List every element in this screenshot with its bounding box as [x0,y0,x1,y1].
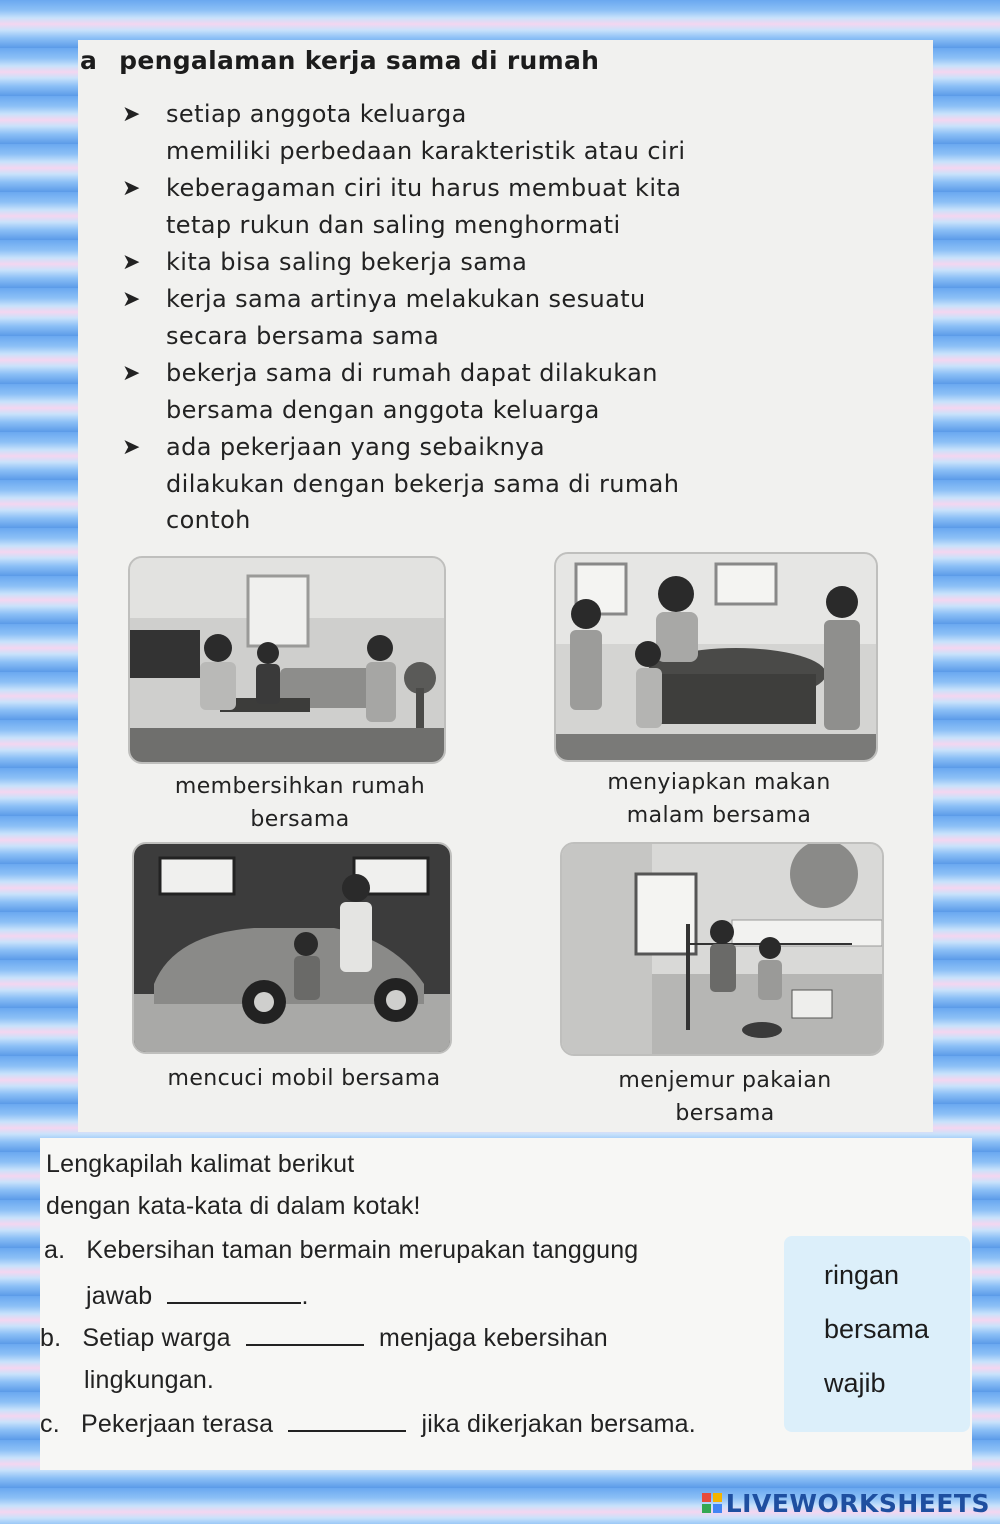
bullet-text: memiliki perbedaan karakteristik atau ciri [166,137,686,165]
caption-line: membersihkan rumah [174,774,426,799]
question-a [44,1236,638,1265]
arrow-bullet-icon: ➤ [122,176,141,201]
bullet-item [122,170,822,244]
bullet-text: keberagaman ciri itu harus membuat kita [166,174,682,202]
cleaning-house-picture [130,558,444,762]
bullet-item [122,281,822,355]
question-b-line2: lingkungan. [84,1366,215,1394]
bullet-text: setiap anggota keluarga [166,100,467,128]
word-option[interactable]: ringan [824,1260,900,1290]
logo-text: LIVEWORKSHEETS [725,1488,990,1518]
caption-line: menyiapkan makan [607,770,831,795]
question-text: . [301,1282,309,1310]
answer-blank-a[interactable] [167,1280,301,1304]
preparing-dinner-picture [556,554,876,760]
caption-line: bersama [675,1101,775,1126]
arrow-bullet-icon: ➤ [122,250,141,275]
drying-clothes-picture [562,844,882,1054]
illustration-drying-clothes [560,842,884,1056]
question-label: b. [40,1324,62,1352]
liveworksheets-logo[interactable] [702,1488,990,1518]
bullet-item [122,429,822,503]
section-title: pengalaman kerja sama di rumah [119,46,600,75]
bullet-text: ada pekerjaan yang sebaiknya [166,433,545,461]
bullet-text: bekerja sama di rumah dapat dilakukan [166,359,658,387]
illustration-washing-car [132,842,452,1054]
question-text: Setiap warga [82,1324,231,1352]
example-label: contoh [166,506,251,534]
bullet-list [122,96,822,503]
bullet-item [122,355,822,429]
logo-grid-icon [702,1493,722,1513]
bullet-text: dilakukan dengan bekerja sama di rumah [166,470,680,498]
caption-cleaning-house [128,770,472,836]
section-heading [80,46,599,75]
answer-blank-b[interactable] [246,1322,364,1346]
bullet-text: kerja sama artinya melakukan sesuatu [166,285,646,313]
question-b [40,1322,608,1353]
question-text: jika dikerjakan bersama. [421,1410,696,1438]
washing-car-picture [134,844,450,1052]
caption-drying-clothes [560,1064,890,1130]
arrow-bullet-icon: ➤ [122,361,141,386]
caption-preparing-dinner [554,766,884,832]
question-label: a. [44,1236,66,1264]
caption-line: menjemur pakaian [618,1068,832,1093]
caption-washing-car [134,1062,474,1095]
bullet-text: tetap rukun dan saling menghormati [166,211,621,239]
question-label: c. [40,1410,60,1438]
caption-line: mencuci mobil bersama [167,1066,441,1091]
question-text: jawab [86,1282,153,1310]
bullet-text: bersama dengan anggota keluarga [166,396,600,424]
question-a-line2 [86,1280,309,1311]
bullet-item [122,244,822,281]
question-text: menjaga kebersihan [379,1324,608,1352]
arrow-bullet-icon: ➤ [122,287,141,312]
question-text: Kebersihan taman bermain merupakan tanggung [86,1236,639,1264]
arrow-bullet-icon: ➤ [122,435,141,460]
word-option[interactable]: wajib [824,1368,886,1398]
section-letter: a [80,46,98,75]
caption-line: bersama [250,807,350,832]
answer-blank-c[interactable] [288,1408,406,1432]
caption-line: malam bersama [626,803,812,828]
instruction-line: dengan kata-kata di dalam kotak! [46,1192,421,1220]
bullet-text: secara bersama sama [166,322,440,350]
question-text: Pekerjaan terasa [81,1410,274,1438]
illustration-cleaning-house [128,556,446,764]
bullet-text: kita bisa saling bekerja sama [166,248,528,276]
question-c [40,1408,696,1439]
illustration-preparing-dinner [554,552,878,762]
word-option[interactable]: bersama [824,1314,930,1344]
arrow-bullet-icon: ➤ [122,102,141,127]
bullet-item [122,96,822,170]
instruction-line: Lengkapilah kalimat berikut [46,1150,355,1178]
